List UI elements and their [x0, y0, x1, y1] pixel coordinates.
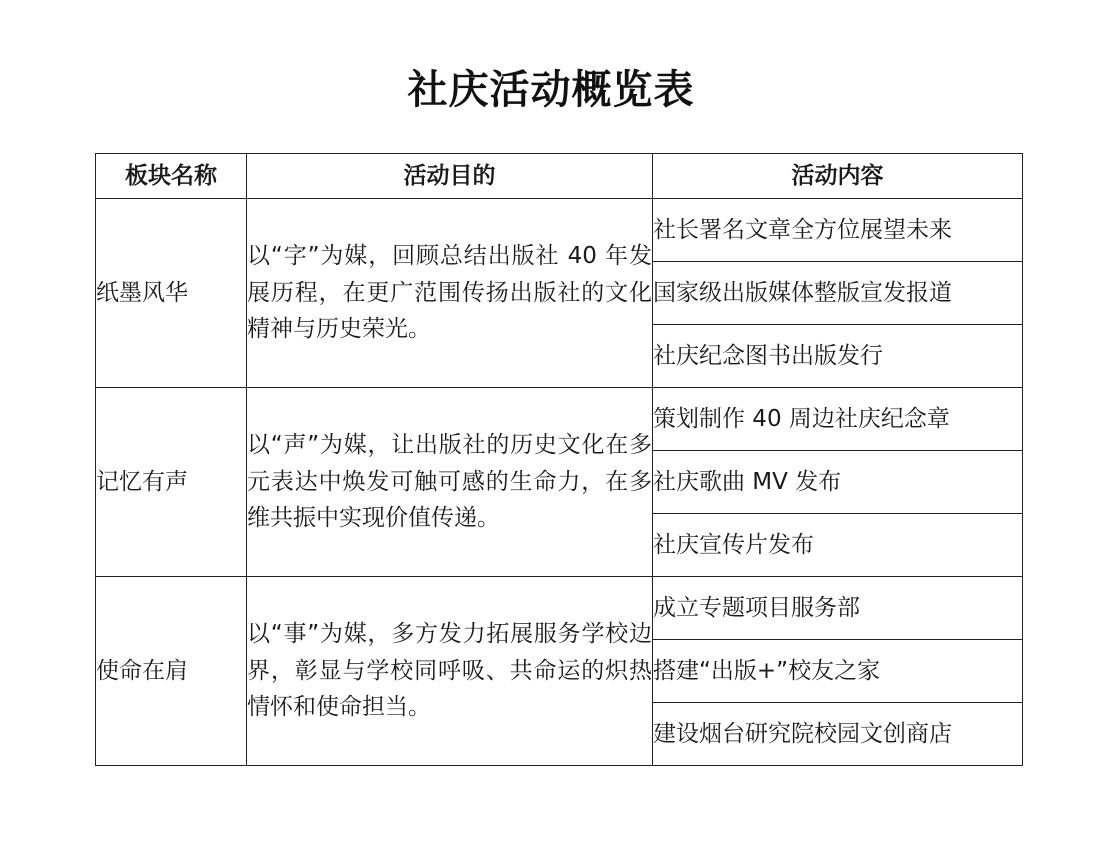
- table-row: [96, 388, 1023, 451]
- section-name: 纸墨风华: [96, 199, 247, 388]
- section-purpose: 以“字”为媒，回顾总结出版社 40 年发展历程，在更广范围传扬出版社的文化精神与历史荣光。: [247, 199, 653, 388]
- header-activity-purpose: 活动目的: [247, 154, 653, 199]
- activity-item: 社长署名文章全方位展望未来: [653, 199, 1023, 262]
- section-name: 使命在肩: [96, 577, 247, 766]
- header-section-name: 板块名称: [96, 154, 247, 199]
- table-row: [96, 199, 1023, 262]
- activity-item: 策划制作 40 周边社庆纪念章: [653, 388, 1023, 451]
- activity-item: 国家级出版媒体整版宣发报道: [653, 262, 1023, 325]
- section-purpose: 以“声”为媒，让出版社的历史文化在多元表达中焕发可触可感的生命力，在多维共振中实现价值传递。: [247, 388, 653, 577]
- table-row: [96, 577, 1023, 640]
- page-title: 社庆活动概览表: [407, 66, 695, 113]
- activity-item: 社庆歌曲 MV 发布: [653, 451, 1023, 514]
- table-header-row: [96, 154, 1023, 199]
- activity-item: 建设烟台研究院校园文创商店: [653, 703, 1023, 766]
- section-purpose: 以“事”为媒，多方发力拓展服务学校边界，彰显与学校同呼吸、共命运的炽热情怀和使命担当。: [247, 577, 653, 766]
- activity-item: 社庆纪念图书出版发行: [653, 325, 1023, 388]
- activity-item: 社庆宣传片发布: [653, 514, 1023, 577]
- activity-item: 成立专题项目服务部: [653, 577, 1023, 640]
- section-name: 记忆有声: [96, 388, 247, 577]
- activity-overview-table: [95, 153, 1023, 766]
- activity-item: 搭建“出版+”校友之家: [653, 640, 1023, 703]
- header-activity-content: 活动内容: [653, 154, 1023, 199]
